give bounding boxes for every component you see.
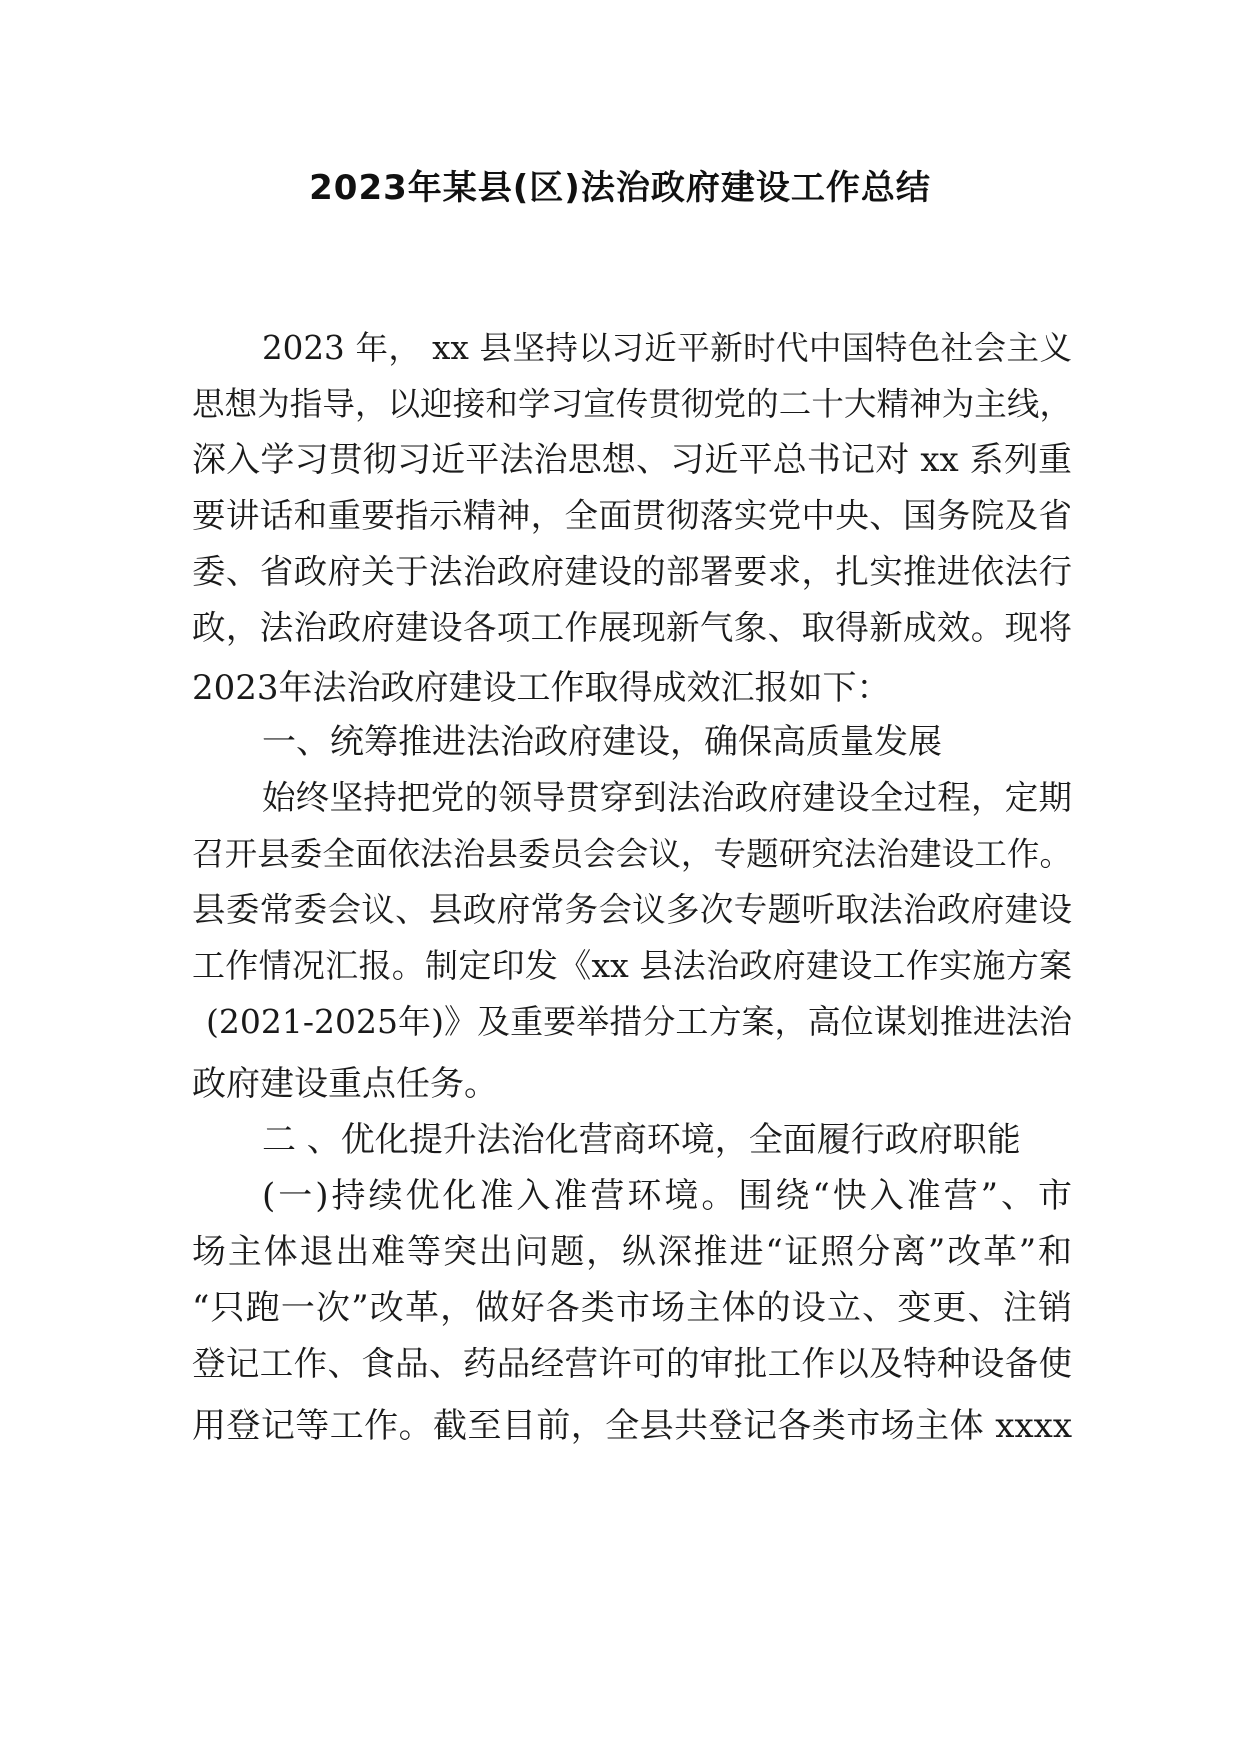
paragraph-line: (一)持续优化准入准营环境。围绕“快入准营”、市: [262, 1176, 1072, 1216]
document-title: 2023年某县(区)法治政府建设工作总结: [309, 168, 931, 208]
paragraph-line: 要讲话和重要指示精神，全面贯彻落实党中央、国务院及省: [192, 496, 1072, 535]
paragraph-line: 委、省政府关于法治政府建设的部署要求，扎实推进依法行: [192, 552, 1072, 591]
paragraph-line: 场主体退出难等突出问题，纵深推进“证照分离”改革”和: [192, 1232, 1072, 1272]
paragraph-line: 2023 年， xx 县坚持以习近平新时代中国特色社会主义: [262, 329, 1072, 367]
paragraph-line: 深入学习贯彻习近平法治思想、习近平总书记对 xx 系列重: [192, 440, 1072, 480]
paragraph-line: 始终坚持把党的领导贯穿到法治政府建设全过程，定期: [262, 778, 1072, 817]
paragraph-line: 县委常委会议、县政府常务会议多次专题听取法治政府建设: [192, 890, 1072, 929]
paragraph-line: 政，法治政府建设各项工作展现新气象、取得新成效。现将: [192, 608, 1072, 647]
paragraph-line: “只跑一次”改革，做好各类市场主体的设立、变更、注销: [192, 1288, 1072, 1328]
paragraph-line: 登记工作、食品、药品经营许可的审批工作以及特种设备使: [192, 1344, 1072, 1383]
paragraph-line: 政府建设重点任务。: [192, 1064, 498, 1104]
section-heading: 二 、优化提升法治化营商环境，全面履行政府职能: [262, 1120, 1021, 1160]
section-heading: 一、统筹推进法治政府建设，确保高质量发展: [262, 722, 942, 762]
paragraph-line: (2021-2025年)》及重要举措分工方案，高位谋划推进法治: [206, 1002, 1072, 1041]
paragraph-line: 思想为指导，以迎接和学习宣传贯彻党的二十大精神为主线，: [192, 385, 1072, 423]
paragraph-line: 用登记等工作。截至目前，全县共登记各类市场主体 xxxx: [192, 1406, 1072, 1446]
paragraph-line: 召开县委全面依法治县委员会会议，专题研究法治建设工作。: [192, 835, 1072, 873]
paragraph-line: 工作情况汇报。制定印发《xx 县法治政府建设工作实施方案: [192, 946, 1072, 985]
paragraph-line: 2023年法治政府建设工作取得成效汇报如下：: [192, 668, 891, 708]
